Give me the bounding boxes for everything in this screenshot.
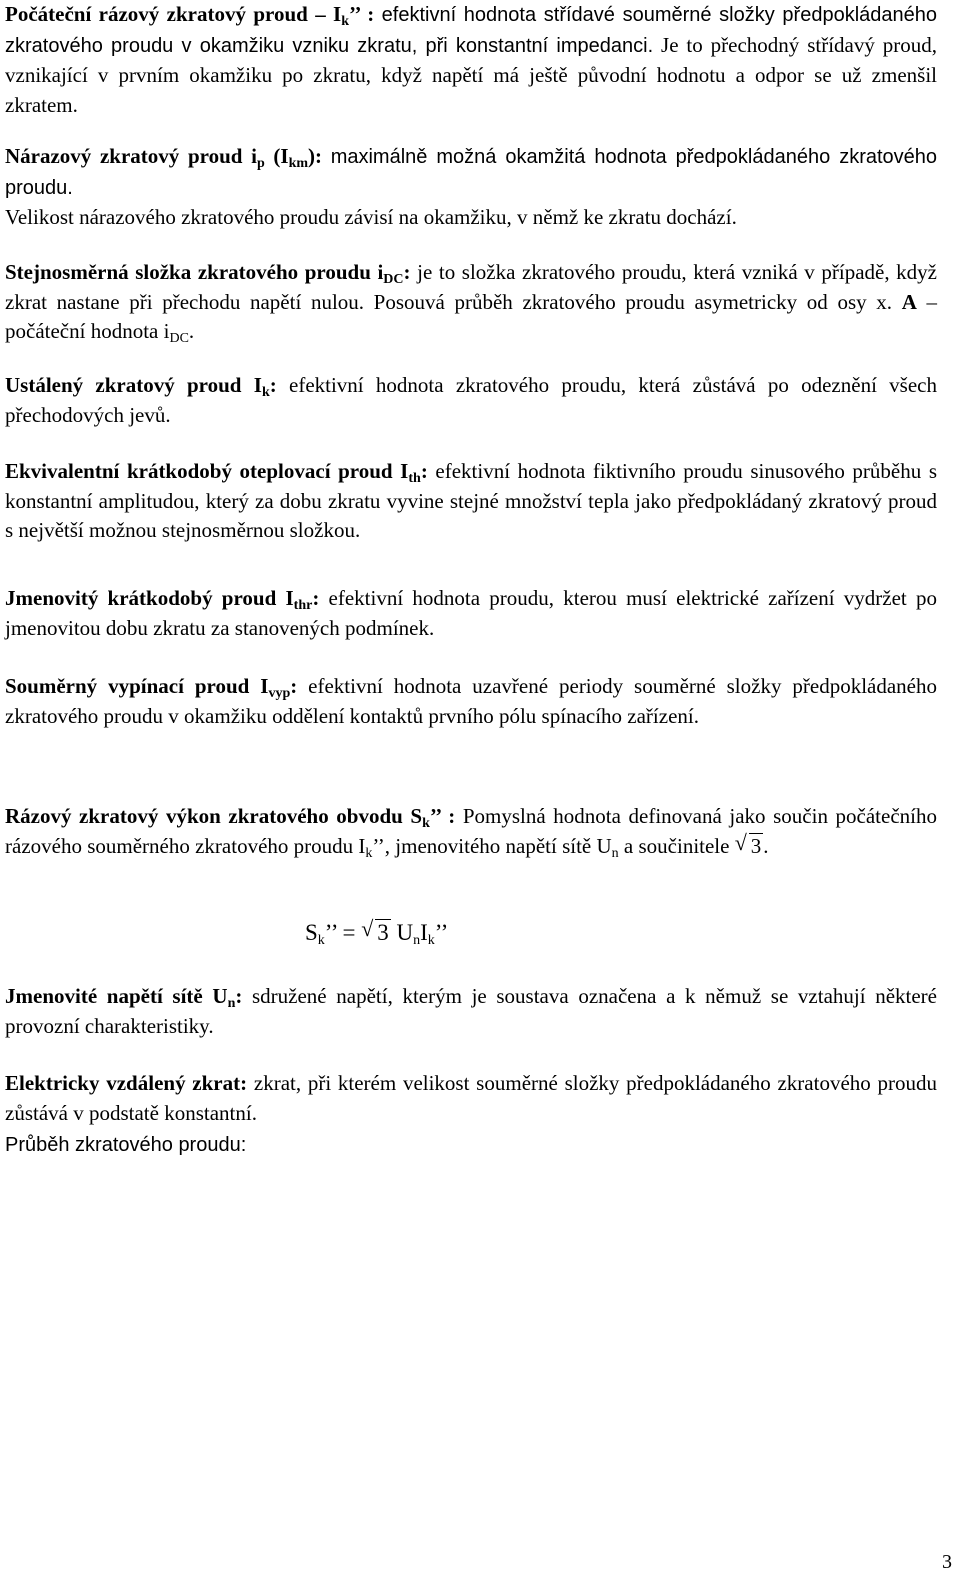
definition-text: efektivní hodnota proudu, kterou musí elektrické zařízení vydržet po jmenovitou dobu zkratu za stanovených podmínek. [5,586,937,640]
symbol-a: A [901,289,917,314]
term-label: Jmenovité napětí sítě $U_n$: [5,984,243,1011]
term-label: Ekvivalentní krátkodobý oteplovací proud $I_{th}$: [5,459,428,486]
symbol-a-text: – počáteční hodnota $i_{DC}$. [5,289,938,346]
definition-short-circuit-power [5,802,937,861]
definition-text: efektivní hodnota uzavřené periody souměrné složky předpokládaného zkratového proudu v okamžiku oddělení kontaktů prvního pólu spínacího zařízení. [5,674,937,728]
definition-steady-state-current [5,371,937,430]
term-label: Ustálený zkratový proud $I_k$: [5,373,277,400]
definition-peak-current [5,142,937,233]
definition-text: zkrat, při kterém velikost souměrné složky předpokládaného zkratového proudu zůstává v podstatě konstantní. [5,1071,938,1125]
term-label: Jmenovitý krátkodobý proud $I_{thr}$: [5,586,320,613]
term-label: Počáteční rázový zkratový proud – $I_k$’’ : [5,2,375,29]
term-label: Stejnosměrná složka zkratového proudu $i_{DC}$: [5,260,411,287]
short-circuit-power-formula: $S_k$’’ = √ 3 $U_nI_k$’’ [305,916,449,948]
page-number: 3 [942,1551,952,1573]
definition-nominal-voltage [5,982,937,1041]
term-label: Nárazový zkratový proud $i_p$ $(I_{km})$: [5,144,323,171]
definition-text: efektivní hodnota střídavé souměrné složky předpokládaného zkratového proudu v okamžiku vzniku zkratu, při konstantní impedanci. [5,4,937,57]
definition-breaking-current [5,672,937,731]
definition-text: sdružené napětí, kterým je soustava označena a k němuž se vztahují některé provozní charakteristiky. [5,984,938,1038]
definition-dc-component [5,258,937,347]
definition-text: je to složka zkratového proudu, která vzniká v případě, když zkrat nastane při přechodu napětí nulou. Posouvá průběh zkratového proudu asymetricky od osy x. [5,260,938,314]
definition-initial-short-circuit-current [5,0,937,120]
section-caption: Průběh zkratového proudu: [5,1134,247,1156]
definition-far-from-generator-fault [5,1069,937,1128]
term-label: Souměrný vypínací proud $I_{vyp}$: [5,674,298,701]
term-label: Elektricky vzdálený zkrat: [5,1071,248,1095]
definition-text: Pomyslná hodnota definovaná jako součin počátečního rázového souměrného zkratového proudu $I_k$’’, jmenovitého napětí sítě $U_n$ a součinitele √ 3. [5,804,937,861]
explanation-text: Je to přechodný střídavý proud, vznikající v prvním okamžiku po zkratu, když napětí má ještě původní hodnotu a odpor se už zmenšil zkratem. [5,32,937,117]
sqrt-symbol: √ 3 [361,916,389,945]
definition-rated-short-time-current [5,584,937,643]
definition-thermal-equivalent-current [5,457,937,546]
term-label: Rázový zkratový výkon zkratového obvodu $S_k$’’ : [5,804,456,831]
definition-text: efektivní hodnota fiktivního proudu sinusového průběhu s konstantní amplitudou, který za dobu zkratu vyvine stejné množství tepla jako předpokládaný zkratový proud s největší možnou stejnosměrnou složkou. [5,459,938,542]
definition-text: efektivní hodnota zkratového proudu, která zůstává po odeznění všech přechodových jevů. [5,373,937,427]
definition-text: maximálně možná okamžitá hodnota předpokládaného zkratového proudu. [5,146,938,199]
explanation-text: Velikost nárazového zkratového proudu závisí na okamžiku, v němž ke zkratu dochází. [5,205,737,229]
sqrt-symbol: √ 3 [734,829,762,858]
